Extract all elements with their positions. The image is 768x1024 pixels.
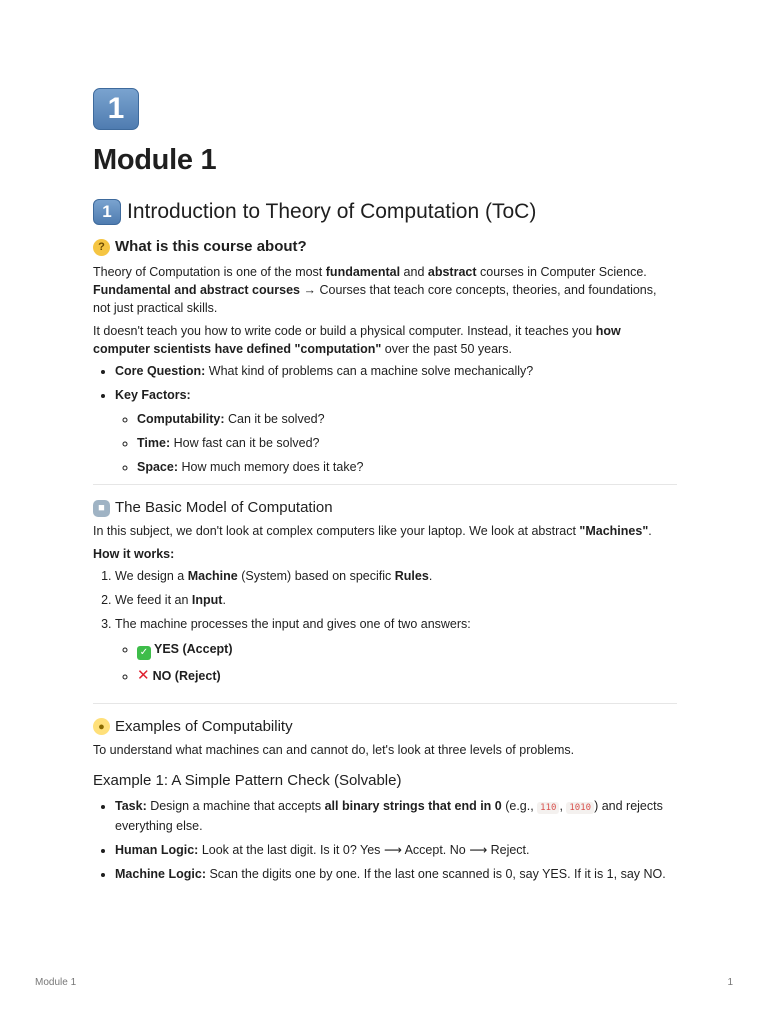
list-item: 3. The machine processes the input and gives one of two answers: ◦ ✓ YES (Accept) ◦ ✕ NO (Reject) <box>115 616 677 685</box>
paragraph-intro: Theory of Computation is one of the most fundamental and abstract courses in Computer Science. Fundamental and abstract courses → Courses that teach core concepts, theories, and foundations, not just practical skills. <box>93 265 657 315</box>
list-item: ◦ Computability: Can it be solved? <box>137 411 677 428</box>
paragraph-definition: It doesn't teach you how to write code or build a physical computer. Instead, it teaches you how computer scientists have defined "computation" over the past 50 years. <box>93 324 621 356</box>
list-item: ◦ Space: How much memory does it take? <box>137 459 677 476</box>
page-title: Module 1 <box>93 144 217 176</box>
subheading-course-about: ? What is this course about? <box>93 236 677 258</box>
thinking-face-icon: ? <box>93 239 110 256</box>
check-mark-icon: ✓ <box>137 646 151 660</box>
list-item: 1. We design a Machine (System) based on specific Rules. <box>115 568 677 585</box>
section-heading-intro <box>93 198 677 226</box>
footer-document-title: Module 1 <box>35 977 77 988</box>
example1-heading: Example 1: A Simple Pattern Check (Solvable) <box>93 771 402 789</box>
list-item: • Task: Design a machine that accepts all binary strings that end in 0 (e.g., 110 , 1010 ) and rejects everything else. <box>115 797 677 835</box>
list-item: • Key Factors: ◦ Computability: Can it be solved? ◦ Time: How fast can it be solved? ◦ Space: How much memory does it take? <box>115 387 677 476</box>
code-snippet: 1010 <box>566 802 594 814</box>
list-item: • Core Question: What kind of problems can a machine solve mechanically? <box>115 363 677 380</box>
list-item: • Machine Logic: Scan the digits one by one. If the last one scanned is 0, say YES. If it is 1, say NO. <box>115 866 677 883</box>
document-page <box>93 88 677 890</box>
numbered-list-steps <box>93 568 677 685</box>
code-snippet: 110 <box>537 802 559 814</box>
bullet-list-example1 <box>93 797 677 883</box>
keycap-one-icon: 1 <box>93 88 139 130</box>
divider <box>93 703 677 704</box>
bullet-list-core <box>93 363 677 476</box>
paragraph-examples-intro: To understand what machines can and cannot do, let's look at three levels of problems. <box>93 742 575 757</box>
divider <box>93 484 677 485</box>
cross-mark-icon: ✕ <box>137 666 150 684</box>
section-title: Introduction to Theory of Computation (ToC) <box>127 200 537 223</box>
list-item: 2. We feed it an Input. <box>115 592 677 609</box>
subheading-examples: ● Examples of Computability <box>93 716 677 738</box>
list-item: ◦ Time: How fast can it be solved? <box>137 435 677 452</box>
list-item: ◦ ✓ YES (Accept) <box>137 641 677 660</box>
paragraph-machines: In this subject, we don't look at complex computers like your laptop. We look at abstract "Machines". <box>93 524 652 538</box>
subheading-basic-model: ■ The Basic Model of Computation <box>93 497 677 519</box>
list-item: ◦ ✕ NO (Reject) <box>137 667 677 685</box>
footer-page-number: 1 <box>727 977 733 988</box>
list-item: • Human Logic: Look at the last digit. Is it 0? Yes ⟶ Accept. No ⟶ Reject. <box>115 842 677 859</box>
keycap-one-icon: 1 <box>93 199 121 225</box>
robot-icon: ■ <box>93 500 110 517</box>
label-how-it-works: How it works: <box>93 547 175 561</box>
sub-list-answers <box>115 641 677 685</box>
light-bulb-icon: ● <box>93 718 110 735</box>
sub-list-factors <box>115 411 677 476</box>
